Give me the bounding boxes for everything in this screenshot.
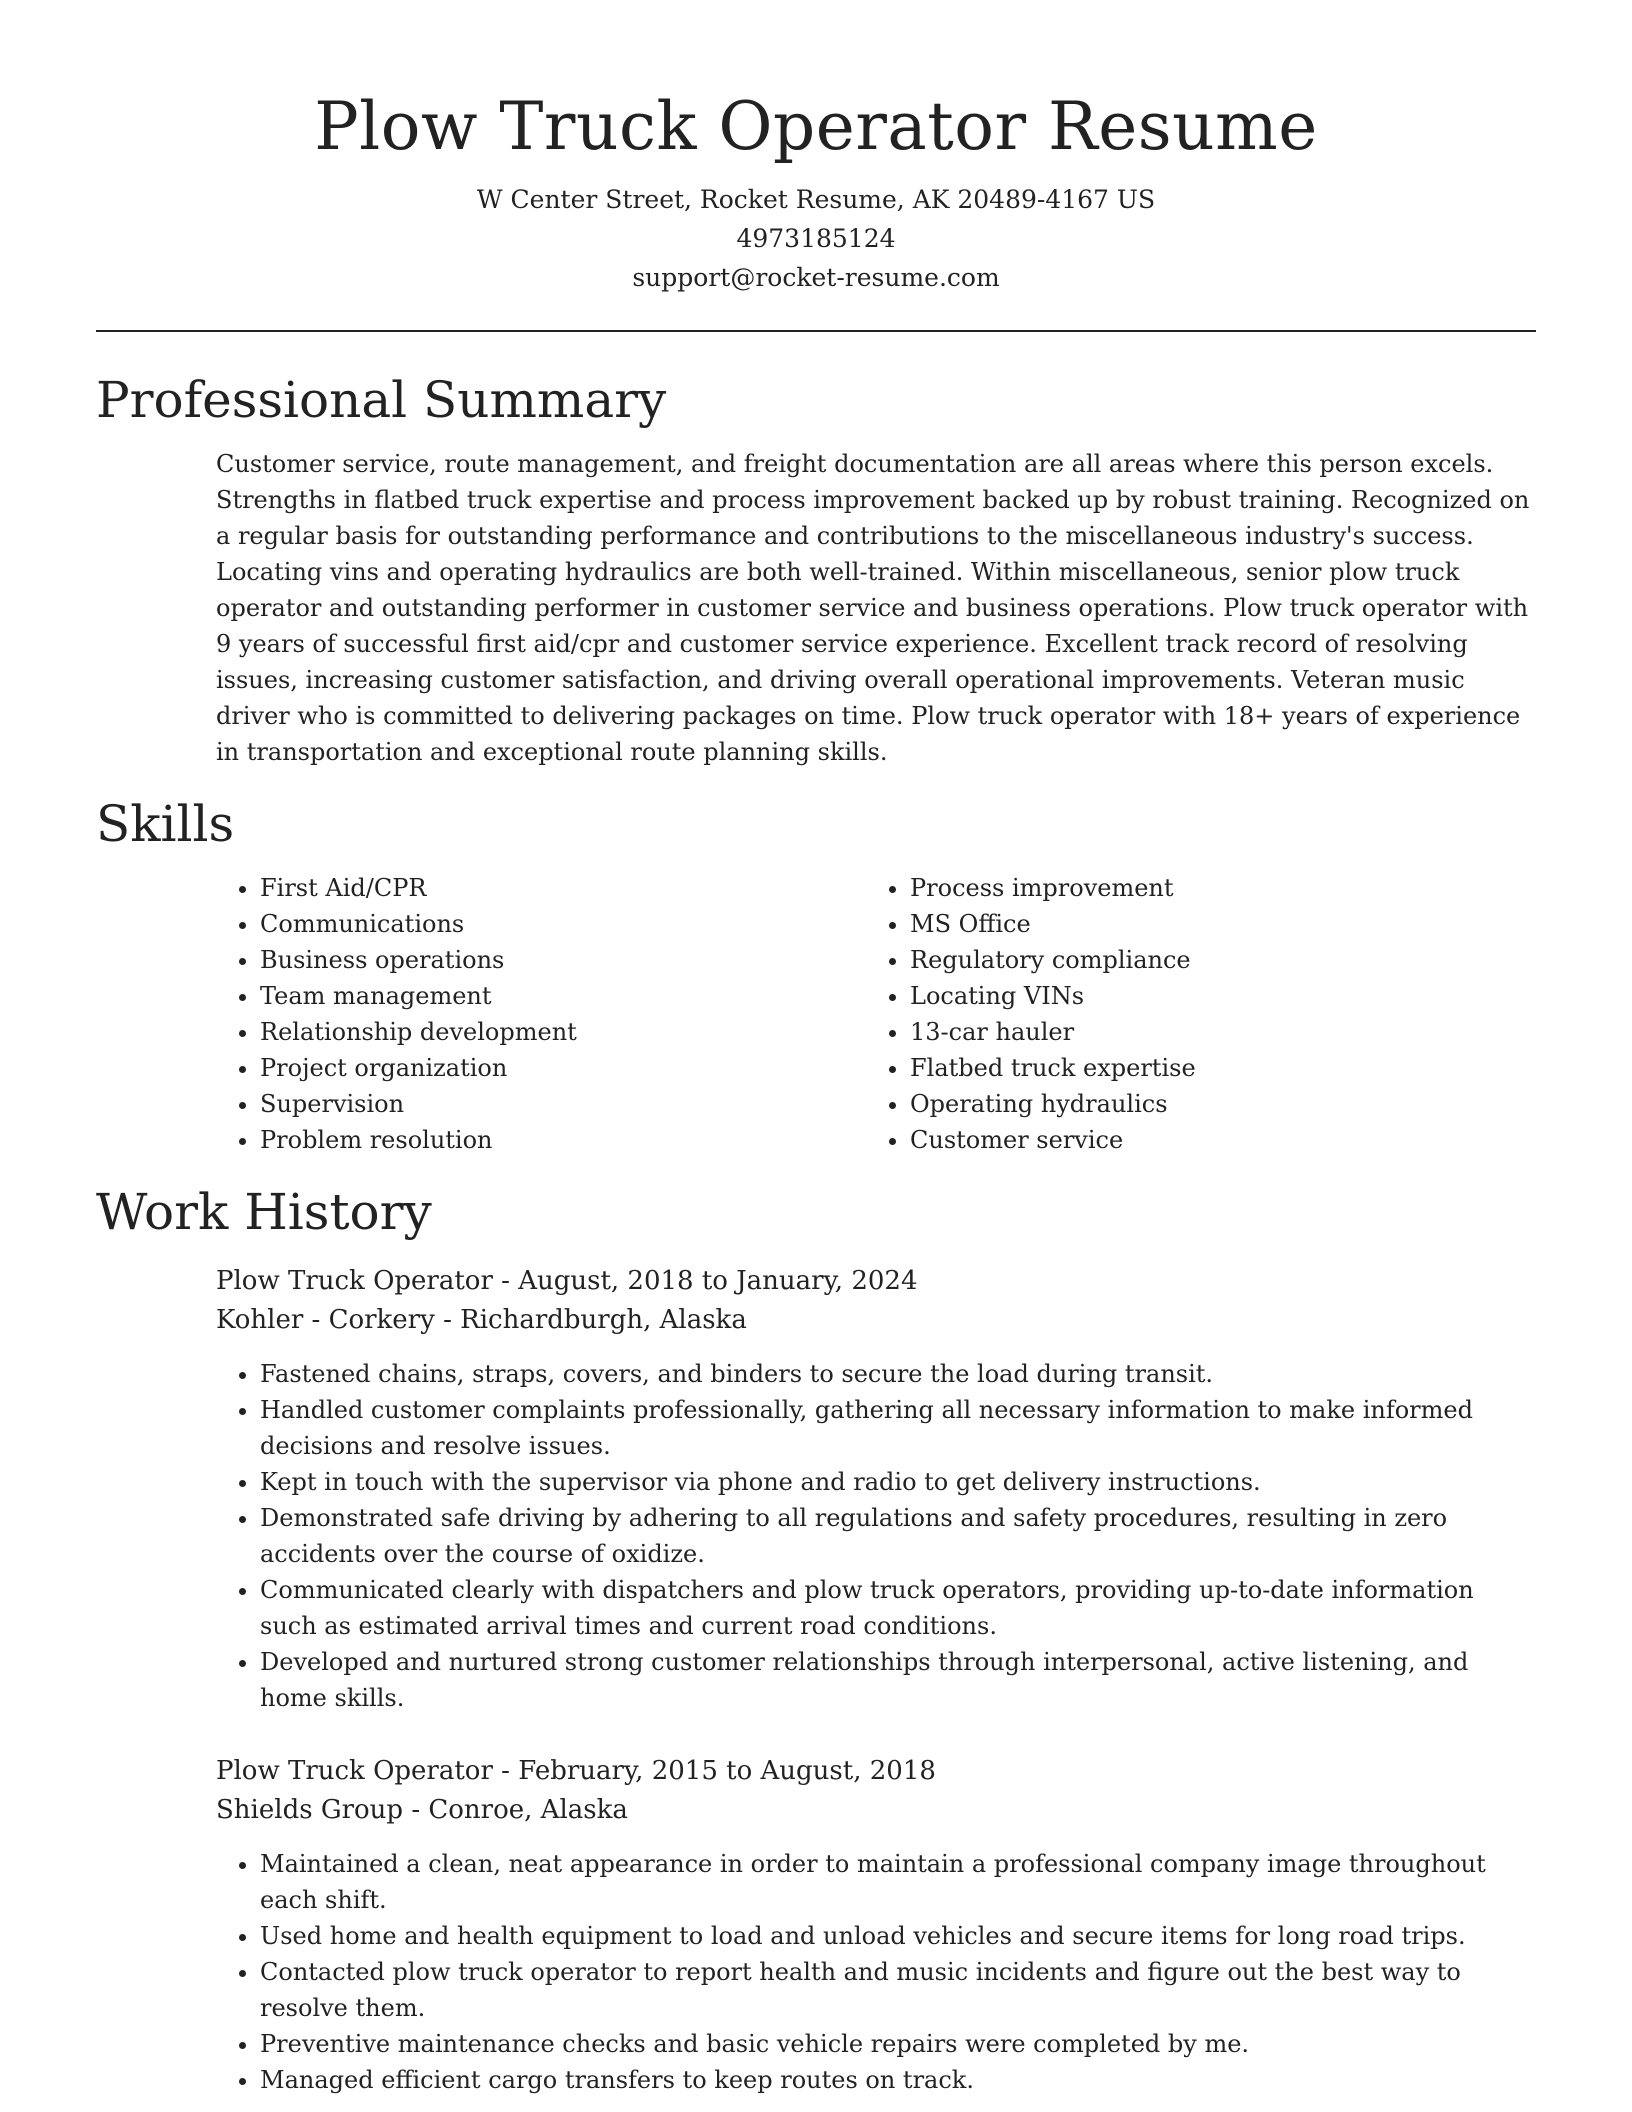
resume-header xyxy=(96,0,1536,297)
skill-item: • Process improvement xyxy=(910,870,1516,906)
summary-heading: Professional Summary xyxy=(96,371,667,429)
job-bullets xyxy=(216,1356,1536,1716)
skill-item: • Team management xyxy=(260,978,866,1014)
skill-item: • Customer service xyxy=(910,1122,1516,1158)
skill-item: • MS Office xyxy=(910,906,1516,942)
skill-item: • 13-car hauler xyxy=(910,1014,1516,1050)
job-bullet: • Managed efficient cargo transfers to keep routes on track. xyxy=(260,2062,1536,2098)
resume-page xyxy=(96,0,1536,2098)
summary-text: Customer service, route management, and freight documentation are all areas where this person excels. Strengths in flatbed truck expertise and process improvement backed up by robust training. Recognized on a regular basis for outstanding performance and contributions to the miscellaneous industry's success. Locating vins and operating hydraulics are both well-trained. Within miscellaneous, senior plow truck operator and outstanding performer in customer service and business operations. Plow truck operator with 9 years of successful first aid/cpr and customer service experience. Excellent track record of resolving issues, increasing customer satisfaction, and driving overall operational improvements. Veteran music driver who is committed to delivering packages on time. Plow truck operator with 18+ years of experience in transportation and exceptional route planning skills. xyxy=(216,450,1530,766)
job-bullets xyxy=(216,1846,1536,2098)
job-bullet: • Handled customer complaints professionally, gathering all necessary information to make informed decisions and resolve issues. xyxy=(260,1392,1536,1464)
job-title-line: Plow Truck Operator - August, 2018 to January, 2024 xyxy=(216,1266,918,1296)
job-bullet: • Contacted plow truck operator to report health and music incidents and figure out the best way to resolve them. xyxy=(260,1954,1536,2026)
skill-item: • First Aid/CPR xyxy=(260,870,866,906)
skill-item: • Project organization xyxy=(260,1050,866,1086)
job-bullet: • Maintained a clean, neat appearance in order to maintain a professional company image throughout each shift. xyxy=(260,1846,1536,1918)
job-bullet: • Fastened chains, straps, covers, and binders to secure the load during transit. xyxy=(260,1356,1536,1392)
skill-item: • Business operations xyxy=(260,942,866,978)
skill-item: • Problem resolution xyxy=(260,1122,866,1158)
skills-columns xyxy=(216,870,1536,1158)
work-history-heading: Work History xyxy=(96,1183,432,1241)
contact-email: support@rocket-resume.com xyxy=(632,263,1000,292)
skill-item: • Supervision xyxy=(260,1086,866,1122)
skills-list-right xyxy=(866,870,1516,1158)
skill-item: • Relationship development xyxy=(260,1014,866,1050)
job-company-line: Shields Group - Conroe, Alaska xyxy=(216,1795,628,1825)
skill-item: • Locating VINs xyxy=(910,978,1516,1014)
job-title-line: Plow Truck Operator - February, 2015 to August, 2018 xyxy=(216,1756,936,1786)
job-bullet: • Developed and nurtured strong customer relationships through interpersonal, active listening, and home skills. xyxy=(260,1644,1536,1716)
skills-heading: Skills xyxy=(96,795,235,853)
job-entry xyxy=(216,1752,1536,2098)
skills-list-left xyxy=(216,870,866,1158)
header-divider xyxy=(96,330,1536,332)
contact-phone: 4973185124 xyxy=(736,224,896,253)
job-bullet: • Used home and health equipment to load and unload vehicles and secure items for long road trips. xyxy=(260,1918,1536,1954)
skill-item: • Regulatory compliance xyxy=(910,942,1516,978)
skill-item: • Operating hydraulics xyxy=(910,1086,1516,1122)
contact-address: W Center Street, Rocket Resume, AK 20489-4167 US xyxy=(476,185,1156,214)
job-company-line: Kohler - Corkery - Richardburgh, Alaska xyxy=(216,1305,747,1335)
job-bullet: • Demonstrated safe driving by adhering to all regulations and safety procedures, resulting in zero accidents over the course of oxidize. xyxy=(260,1500,1536,1572)
resume-title: Plow Truck Operator Resume xyxy=(314,88,1318,165)
job-bullet: • Kept in touch with the supervisor via phone and radio to get delivery instructions. xyxy=(260,1464,1536,1500)
job-bullet: • Preventive maintenance checks and basic vehicle repairs were completed by me. xyxy=(260,2026,1536,2062)
job-entry xyxy=(216,1262,1536,1716)
job-bullet: • Communicated clearly with dispatchers and plow truck operators, providing up-to-date information such as estimated arrival times and current road conditions. xyxy=(260,1572,1536,1644)
skill-item: • Flatbed truck expertise xyxy=(910,1050,1516,1086)
skill-item: • Communications xyxy=(260,906,866,942)
contact-block xyxy=(96,180,1536,297)
